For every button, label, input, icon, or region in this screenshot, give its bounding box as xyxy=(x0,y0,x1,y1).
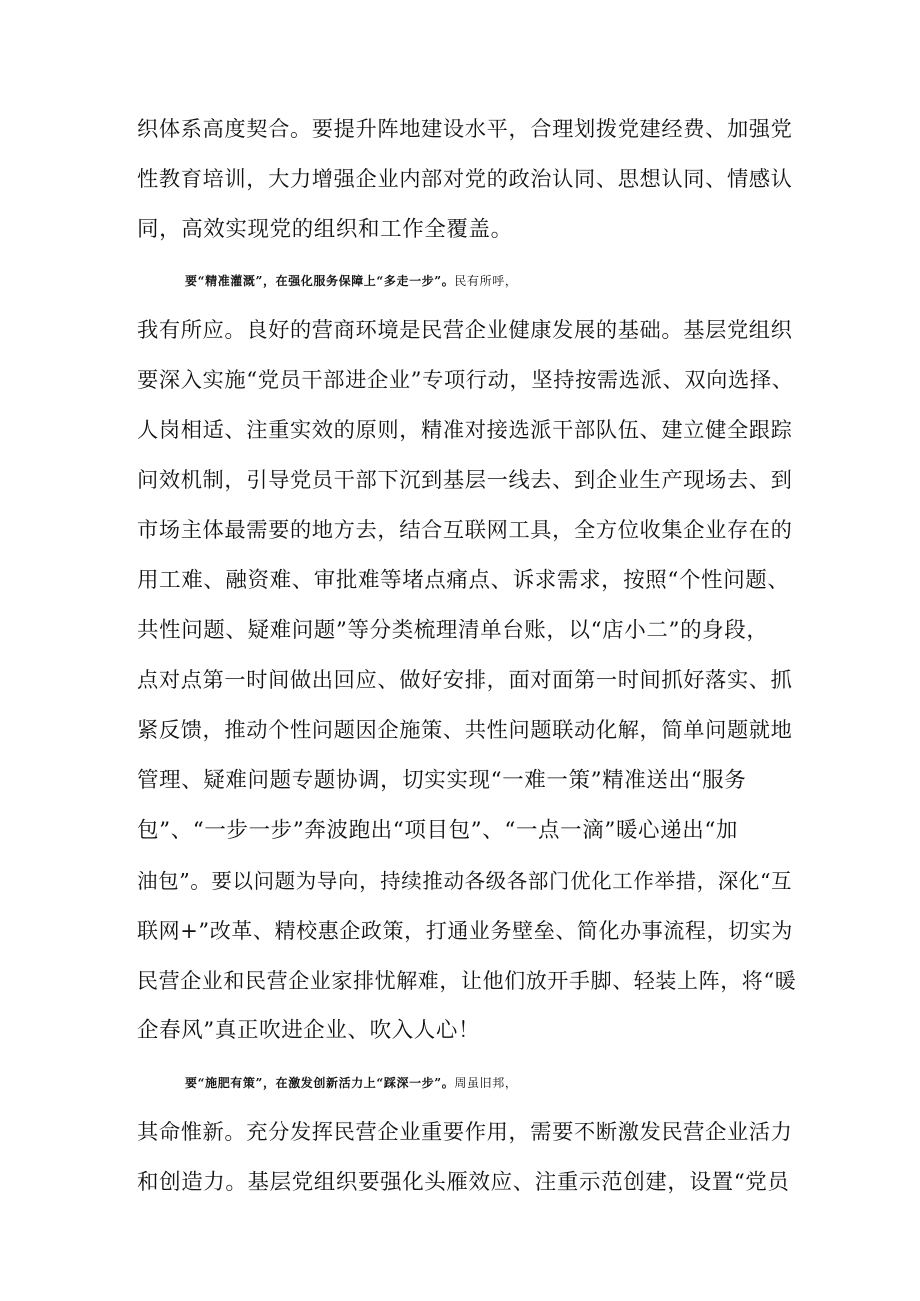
paragraph-2-line-3: 要深入实施“党员干部进企业”专项行动，坚持按需选派、双向选择、 xyxy=(137,368,794,393)
paragraph-3-first-line xyxy=(185,1066,845,1100)
paragraph-2-first-line-rest: 民有所呼， xyxy=(454,274,518,288)
paragraph-2-line-11: 管理、疑难问题专题协调，切实实现“一难一策”精准送出“服务 xyxy=(137,768,747,793)
paragraph-2-line-6: 市场主体最需要的地方去，结合互联网工具，全方位收集企业存在的 xyxy=(137,518,793,543)
paragraph-2-line-9: 点对点第一时间做出回应、做好安排，面对面第一时间抓好落实、抓 xyxy=(137,668,793,693)
paragraph-2-line-7: 用工难、融资难、审批难等堵点痛点、诉求需求，按照“个性问题、 xyxy=(137,568,790,593)
paragraph-2-line-16: 企春风”真正吹进企业、吹入人心！ xyxy=(137,1018,481,1043)
paragraph-1-line-1: 织体系高度契合。要提升阵地建设水平，合理划拨党建经费、加强党 xyxy=(137,117,793,142)
paragraph-1-line-3: 同，高效实现党的组织和工作全覆盖。 xyxy=(137,217,513,242)
paragraph-2-line-12: 包”、“一步一步”奔波跑出“项目包”、“一点一滴”暖心递出“加 xyxy=(137,818,739,843)
paragraph-2-line-4: 人岗相适、注重实效的原则，精准对接选派干部队伍、建立健全跟踪 xyxy=(137,418,793,443)
paragraph-2-line-14: 联网+”改革、精校惠企政策，打通业务壁垒、简化办事流程，切实为 xyxy=(137,919,793,943)
paragraph-2-line-15: 民营企业和民营企业家排忧解难，让他们放开手脚、轻装上阵，将“暖 xyxy=(137,969,797,993)
paragraph-2-heading: 要“精准灌溉”，在强化服务保障上“多走一步”。 xyxy=(185,274,455,288)
paragraph-3-line-3: 和创造力。基层党组织要强化头雁效应、注重示范创建，设置“党员 xyxy=(137,1170,790,1195)
paragraph-2-line-5: 问效机制，引导党员干部下沉到基层一线去、到企业生产现场去、到 xyxy=(137,468,793,493)
paragraph-3-heading: 要“施肥有策”，在激发创新活力上“踩深一步”。 xyxy=(185,1076,455,1090)
paragraph-2-line-2: 我有所应。良好的营商环境是民营企业健康发展的基础。基层党组织 xyxy=(137,318,793,343)
paragraph-1-line-2: 性教育培训，大力增强企业内部对党的政治认同、思想认同、情感认 xyxy=(137,167,793,192)
paragraph-2-line-13: 油包”。要以问题为导向，持续推动各级各部门优化工作举措，深化“互 xyxy=(137,869,793,893)
paragraph-3-first-line-rest: 周虽旧邦， xyxy=(454,1076,518,1090)
paragraph-2-first-line xyxy=(185,264,845,298)
paragraph-3-line-2: 其命惟新。充分发挥民营企业重要作用，需要不断激发民营企业活力 xyxy=(137,1120,793,1145)
paragraph-2-line-10: 紧反馈，推动个性问题因企施策、共性问题联动化解，简单问题就地 xyxy=(137,718,793,743)
paragraph-2-line-8: 共性问题、疑难问题”等分类梳理清单台账，以“店小二”的身段， xyxy=(137,618,769,643)
